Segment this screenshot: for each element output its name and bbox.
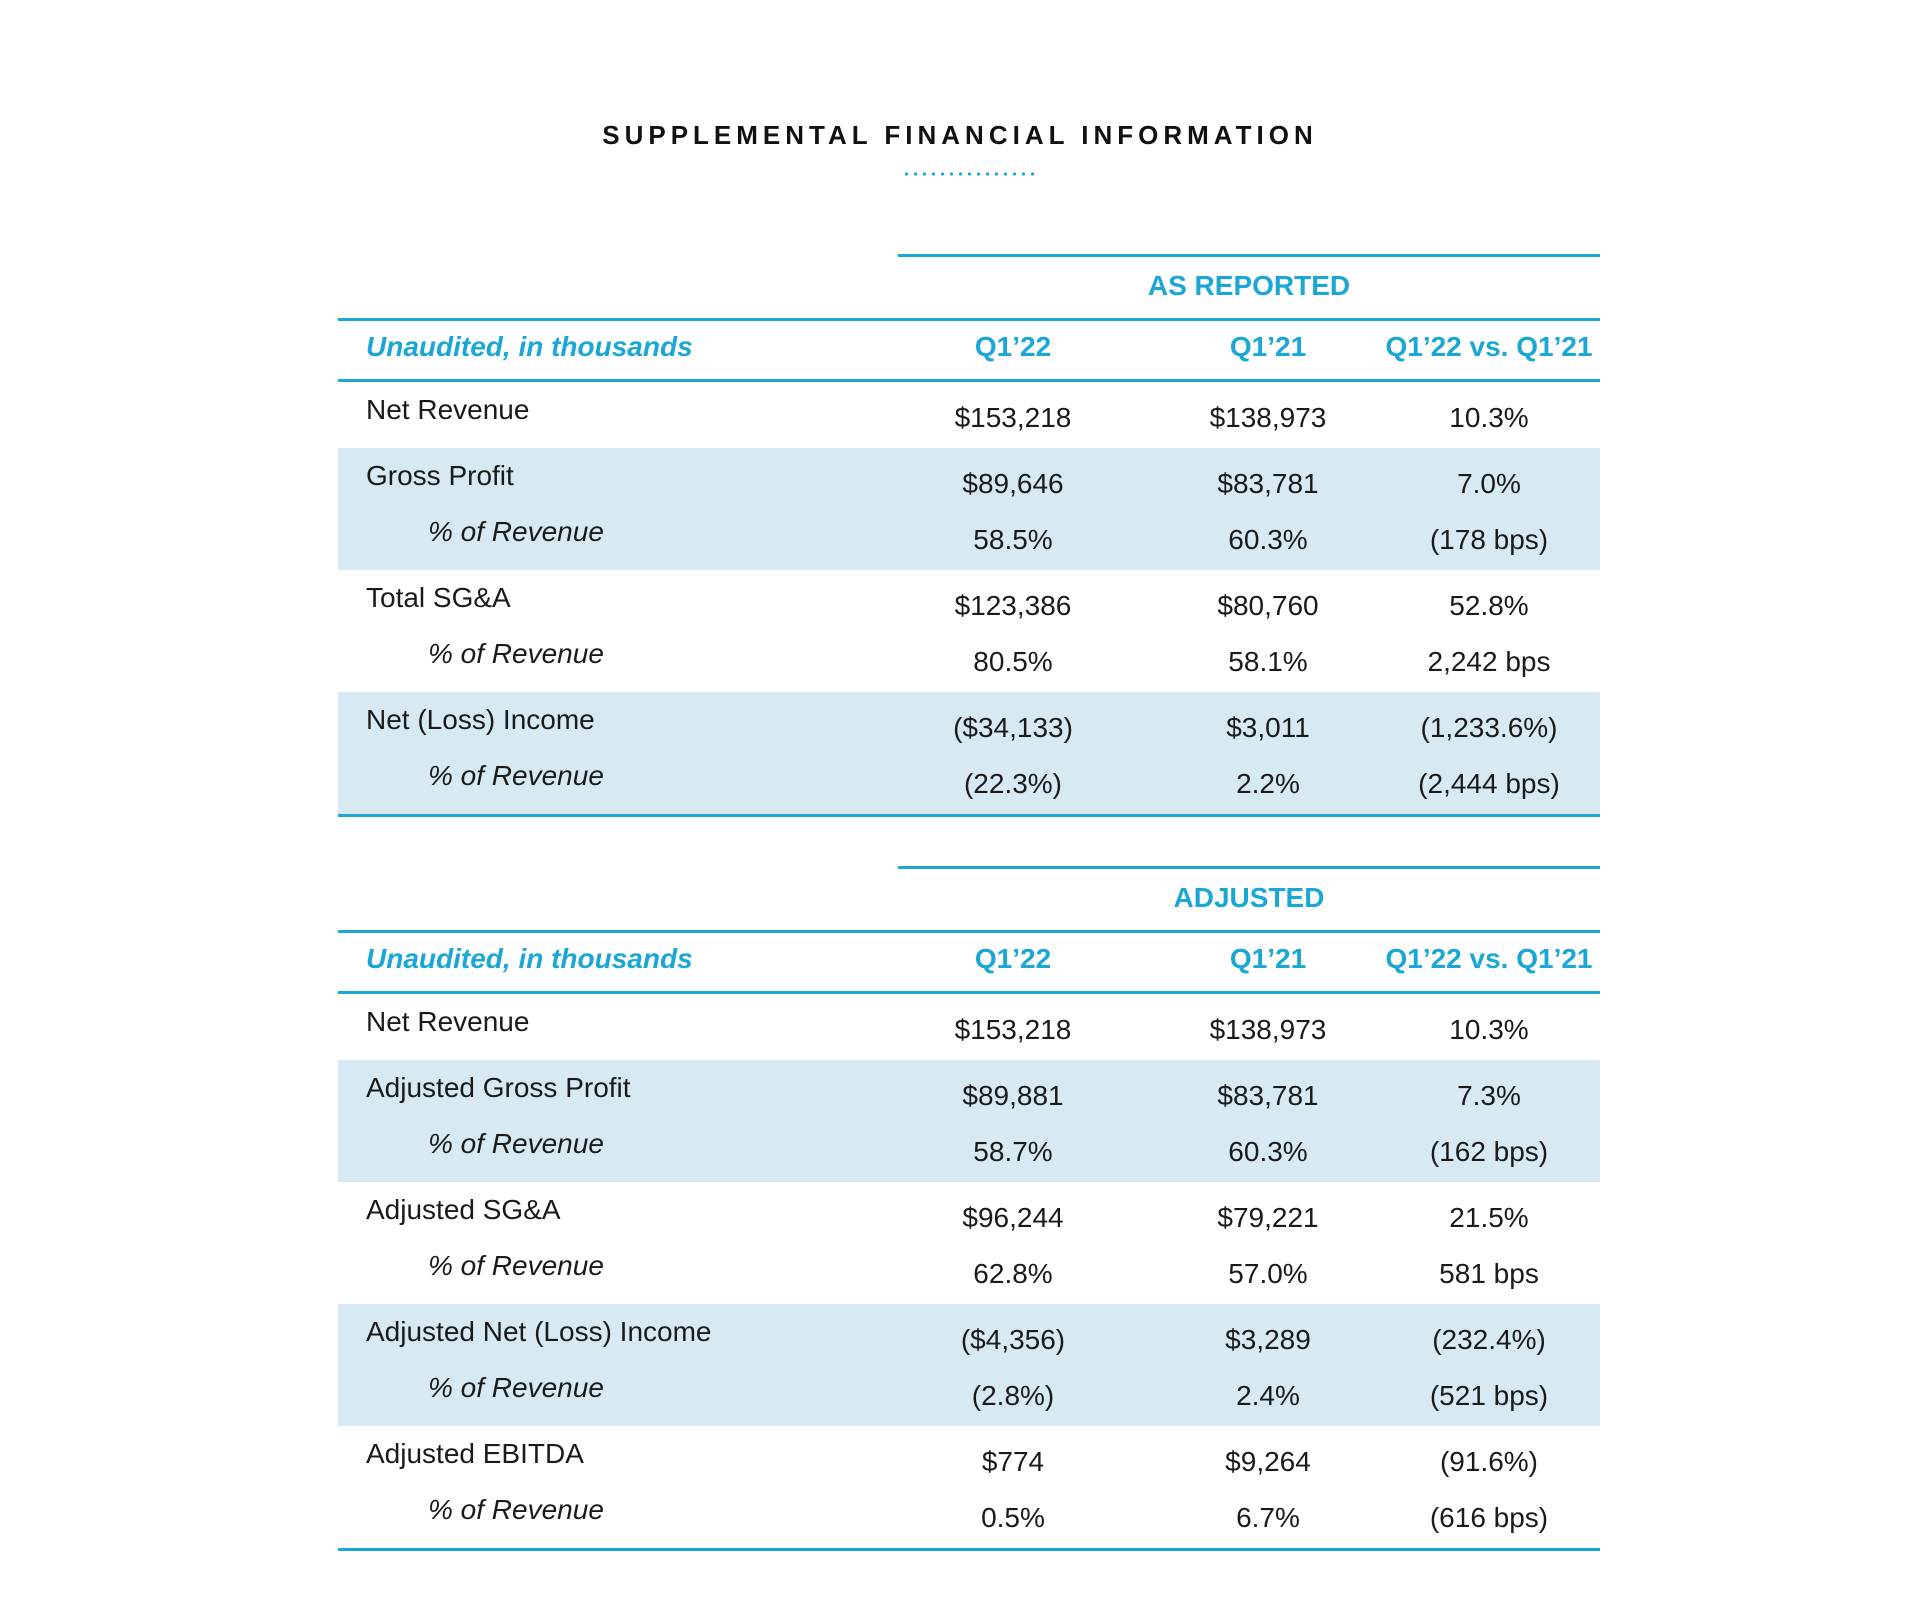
value-q1-21: $3,289 bbox=[1225, 1324, 1311, 1355]
value-q1-21: $138,973 bbox=[1209, 402, 1327, 433]
row-group bbox=[338, 570, 1600, 692]
column-header-q1-21: Q1’21 bbox=[1229, 943, 1307, 974]
value-change: (232.4%) bbox=[1432, 1324, 1546, 1355]
as-reported-table bbox=[338, 254, 1600, 817]
row-group bbox=[338, 692, 1600, 814]
row-group bbox=[338, 1060, 1600, 1182]
value-change: 21.5% bbox=[1449, 1202, 1529, 1233]
value-change: 7.3% bbox=[1457, 1080, 1521, 1111]
row-label: % of Revenue bbox=[428, 516, 604, 547]
value-change: 52.8% bbox=[1449, 590, 1529, 621]
row-label: Net Revenue bbox=[366, 1006, 530, 1037]
table-bottom-rule bbox=[338, 814, 1600, 817]
row-label: Adjusted Net (Loss) Income bbox=[366, 1316, 712, 1347]
value-q1-22: 0.5% bbox=[981, 1502, 1045, 1533]
value-change: (91.6%) bbox=[1439, 1446, 1539, 1477]
row-label: Net (Loss) Income bbox=[366, 704, 595, 735]
table-row bbox=[338, 1242, 1600, 1298]
column-header-change: Q1’22 vs. Q1’21 bbox=[1385, 331, 1593, 362]
table-row bbox=[338, 452, 1600, 508]
table-row bbox=[338, 752, 1600, 808]
value-change: (616 bps) bbox=[1429, 1502, 1549, 1533]
group-label: AS REPORTED bbox=[1147, 270, 1351, 301]
value-q1-21: $3,011 bbox=[1226, 712, 1310, 743]
value-q1-22: 58.5% bbox=[973, 524, 1053, 555]
row-label: % of Revenue bbox=[428, 638, 604, 669]
table-row bbox=[338, 1430, 1600, 1486]
table-row bbox=[338, 386, 1600, 442]
table-row bbox=[338, 574, 1600, 630]
table-bottom-rule bbox=[338, 1548, 1600, 1551]
value-q1-21: 2.2% bbox=[1236, 768, 1300, 799]
row-label: % of Revenue bbox=[428, 1494, 604, 1525]
value-q1-22: $153,218 bbox=[954, 402, 1072, 433]
row-label: % of Revenue bbox=[428, 1250, 604, 1281]
column-header-label: Unaudited, in thousands bbox=[366, 331, 693, 362]
value-change: 10.3% bbox=[1449, 402, 1529, 433]
value-change: (2,444 bps) bbox=[1418, 768, 1560, 799]
value-change: 10.3% bbox=[1449, 1014, 1529, 1045]
row-group bbox=[338, 382, 1600, 448]
value-q1-21: 60.3% bbox=[1228, 524, 1308, 555]
table-row bbox=[338, 508, 1600, 564]
value-q1-21: $80,760 bbox=[1217, 590, 1319, 621]
column-header-row bbox=[338, 930, 1600, 994]
row-label: Net Revenue bbox=[366, 394, 530, 425]
column-header-row bbox=[338, 318, 1600, 382]
group-header-rule bbox=[898, 866, 1600, 869]
value-q1-22: $774 bbox=[981, 1446, 1045, 1477]
row-label: Adjusted Gross Profit bbox=[366, 1072, 631, 1103]
row-label: Adjusted EBITDA bbox=[366, 1438, 584, 1469]
value-q1-22: 62.8% bbox=[973, 1258, 1053, 1289]
row-group bbox=[338, 1304, 1600, 1426]
column-header-change: Q1’22 vs. Q1’21 bbox=[1385, 943, 1593, 974]
value-q1-22: ($34,133) bbox=[953, 712, 1073, 743]
table-group-header bbox=[338, 254, 1600, 318]
row-group bbox=[338, 448, 1600, 570]
table-row bbox=[338, 1364, 1600, 1420]
title-dotted-divider bbox=[902, 172, 1036, 176]
value-change: (162 bps) bbox=[1429, 1136, 1549, 1167]
table-row bbox=[338, 1064, 1600, 1120]
column-header-q1-21: Q1’21 bbox=[1229, 331, 1307, 362]
column-header-q1-22: Q1’22 bbox=[974, 331, 1052, 362]
value-q1-21: $83,781 bbox=[1217, 1080, 1319, 1111]
row-label: % of Revenue bbox=[428, 1128, 604, 1159]
adjusted-table bbox=[338, 866, 1600, 1551]
row-label: Adjusted SG&A bbox=[366, 1194, 561, 1225]
value-q1-21: $83,781 bbox=[1217, 468, 1319, 499]
value-q1-22: 58.7% bbox=[973, 1136, 1053, 1167]
value-q1-22: (22.3%) bbox=[963, 768, 1063, 799]
table-row bbox=[338, 998, 1600, 1054]
table-row bbox=[338, 1186, 1600, 1242]
value-q1-22: $89,646 bbox=[962, 468, 1064, 499]
value-q1-22: $96,244 bbox=[962, 1202, 1064, 1233]
value-q1-21: 58.1% bbox=[1228, 646, 1308, 677]
value-change: 2,242 bps bbox=[1427, 646, 1551, 677]
value-q1-22: ($4,356) bbox=[960, 1324, 1066, 1355]
value-change: (1,233.6%) bbox=[1420, 712, 1558, 743]
value-q1-22: (2.8%) bbox=[971, 1380, 1055, 1411]
row-group bbox=[338, 994, 1600, 1060]
row-label: Total SG&A bbox=[366, 582, 511, 613]
row-label: % of Revenue bbox=[428, 1372, 604, 1403]
value-change: (521 bps) bbox=[1429, 1380, 1549, 1411]
row-label: % of Revenue bbox=[428, 760, 604, 791]
value-change: (178 bps) bbox=[1429, 524, 1549, 555]
row-group bbox=[338, 1426, 1600, 1548]
row-label: Gross Profit bbox=[366, 460, 514, 491]
table-row bbox=[338, 696, 1600, 752]
value-q1-21: 57.0% bbox=[1228, 1258, 1308, 1289]
value-q1-22: 80.5% bbox=[973, 646, 1053, 677]
value-q1-21: 60.3% bbox=[1228, 1136, 1308, 1167]
column-header-q1-22: Q1’22 bbox=[974, 943, 1052, 974]
table-row bbox=[338, 1120, 1600, 1176]
value-q1-21: 2.4% bbox=[1236, 1380, 1300, 1411]
value-q1-22: $153,218 bbox=[954, 1014, 1072, 1045]
row-group bbox=[338, 1182, 1600, 1304]
value-q1-21: $138,973 bbox=[1209, 1014, 1327, 1045]
value-q1-21: 6.7% bbox=[1236, 1502, 1300, 1533]
page-title: SUPPLEMENTAL FINANCIAL INFORMATION bbox=[602, 120, 1318, 150]
value-q1-22: $123,386 bbox=[954, 590, 1072, 621]
value-change: 581 bps bbox=[1439, 1258, 1539, 1289]
value-q1-22: $89,881 bbox=[962, 1080, 1064, 1111]
table-group-header bbox=[338, 866, 1600, 930]
value-change: 7.0% bbox=[1457, 468, 1521, 499]
table-row bbox=[338, 1308, 1600, 1364]
value-q1-21: $79,221 bbox=[1217, 1202, 1319, 1233]
group-label: ADJUSTED bbox=[1173, 882, 1325, 913]
column-header-label: Unaudited, in thousands bbox=[366, 943, 693, 974]
table-row bbox=[338, 1486, 1600, 1542]
group-header-rule bbox=[898, 254, 1600, 257]
value-q1-21: $9,264 bbox=[1225, 1446, 1311, 1477]
table-row bbox=[338, 630, 1600, 686]
